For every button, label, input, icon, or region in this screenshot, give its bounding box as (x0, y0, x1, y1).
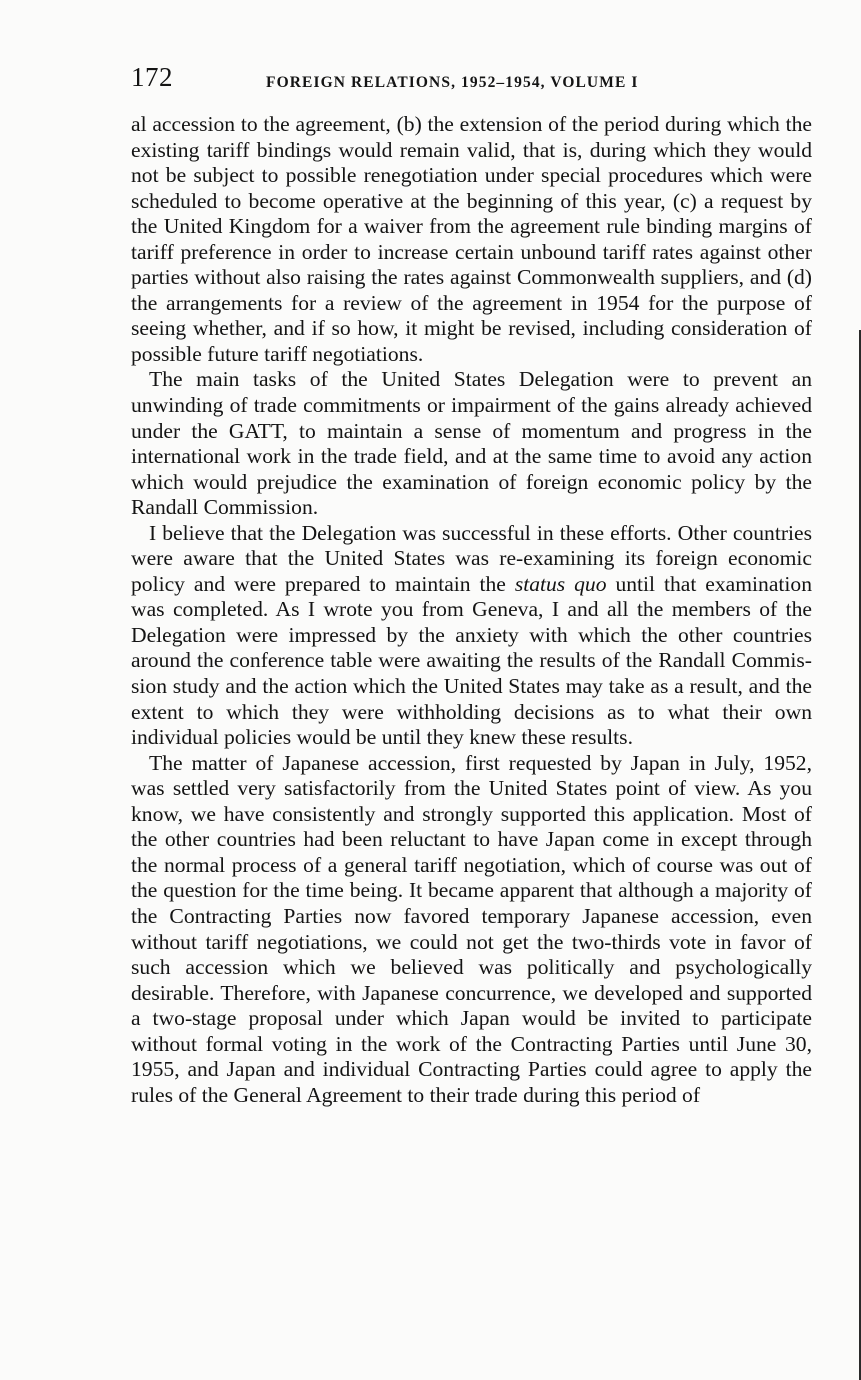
page-number: 172 (131, 62, 173, 92)
paragraph-3-delegation-success (131, 521, 812, 751)
page-header (131, 62, 821, 94)
paragraph-3-text-after: until that examination was completed. As I wrote you from Geneva, I and all the members of the Delegation were impressed by the anxiety with which the other countries around the conference table were awaiting the results of the Randall Commission study and the action which the United States may take as a result, and the extent to which they were withholding decisions as to what their own individual policies would be until they knew these results. (131, 571, 812, 750)
italic-status-quo: status quo (514, 571, 607, 596)
paragraph-4-japanese-accession: The matter of Japanese accession, first requested by Japan in July, 1952, was settled very satisfactorily from the United States point of view. As you know, we have consistently and strongly supported this application. Most of the other countries had been reluctant to have Japan come in except through the normal process of a general tariff negotiation, which of course was out of the question for the time being. It became apparent that although a majority of the Contracting Parties now favored temporary Japanese accession, even without tariff negotiations, we could not get the two-thirds vote in favor of such accession which we believed was politically and psychologically desirable. Therefore, with Japanese concurrence, we developed and supported a two-stage proposal under which Japan would be invited to participate without formal voting in the work of the Contracting Parties until June 30, 1955, and Japan and individual Contracting Parties could agree to apply the rules of the General Agreement to their trade during this period of (131, 750, 812, 1107)
body-text (131, 112, 812, 1108)
paragraph-1-continuation: al accession to the agreement, (b) the extension of the period during which the existing tariff bindings would remain valid, that is, during which they would not be subject to possible renegotiation under special procedures which were scheduled to become operative at the beginning of this year, (c) a request by the United Kingdom for a waiver from the agreement rule binding margins of tariff preference in order to increase certain unbound tariff rates against other parties without also raising the rates against Commonwealth suppliers, and (d) the arrangements for a review of the agreement in 1954 for the purpose of seeing whether, and if so how, it might be revised, including consideration of possible future tariff negotiations. (131, 112, 812, 366)
paragraph-2-delegation-tasks: The main tasks of the United States Delegation were to prevent an unwinding of trade commitments or impairment of the gains already achieved under the GATT, to maintain a sense of momentum and progress in the international work in the trade field, and at the same time to avoid any action which would prejudice the examination of foreign economic policy by the Randall Commission. (131, 367, 812, 520)
running-title: FOREIGN RELATIONS, 1952–1954, VOLUME I (266, 74, 639, 91)
paragraph-3-text-before: I believe that the Delegation was successful in these efforts. Other countries were aware that the United States was re-examining its foreign economic policy and were prepared to maintain the (131, 520, 812, 596)
